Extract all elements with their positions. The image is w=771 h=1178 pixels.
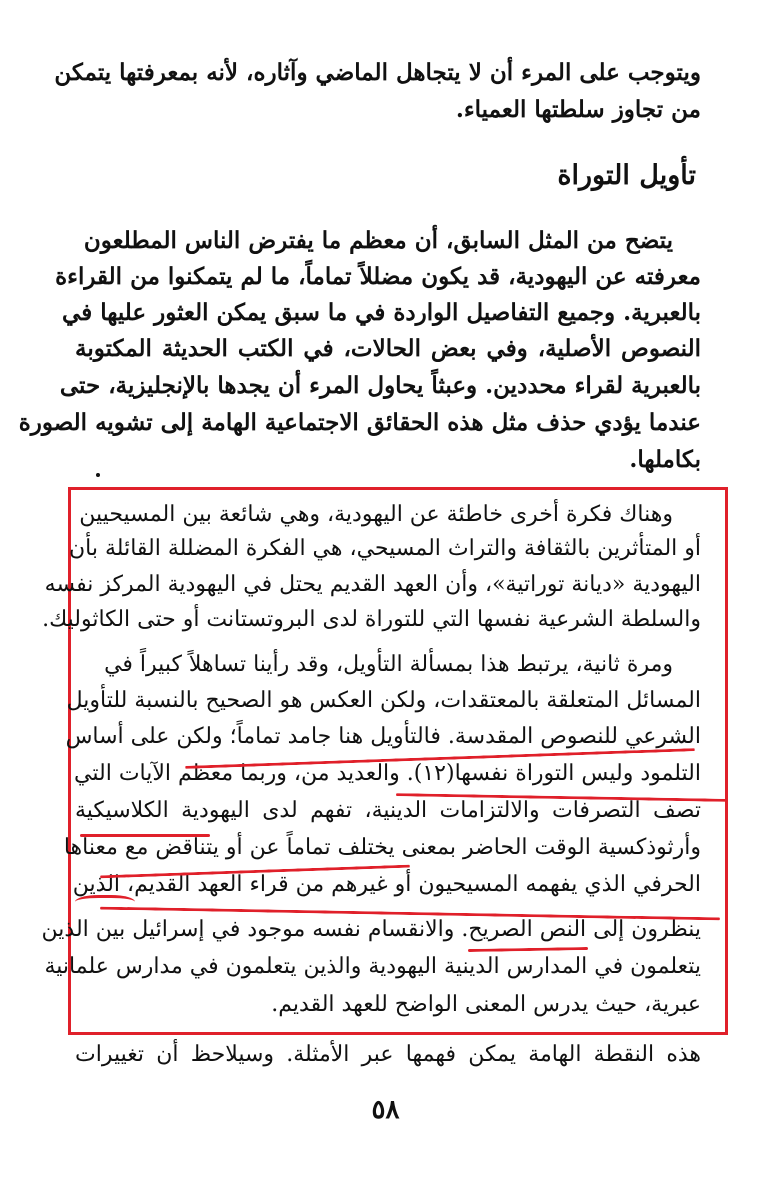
section-line-7: بكاملها. [629, 446, 701, 473]
section-line-1: يتضح من المثل السابق، أن معظم ما يفترض الناس المطلعون [83, 227, 673, 254]
block-p2-line-7: الحرفي الذي يفهمه المسيحيون أو غيرهم من قراء العهد القديم، الذين [72, 872, 701, 897]
section-line-2: معرفته عن اليهودية، قد يكون مضللاً تماماً، ما لم يتمكنوا من القراءة [55, 263, 701, 290]
stray-dot [96, 473, 100, 477]
closing-line: هذه النقطة الهامة يمكن فهمها عبر الأمثلة. وسيلاحظ أن تغييرات [75, 1042, 701, 1067]
block-p2-line-3: الشرعي للنصوص المقدسة. فالتأويل هنا جامد تماماً؛ ولكن على أساس [65, 724, 701, 749]
block-p1-line-4: والسلطة الشرعية نفسها التي للتوراة لدى البروتستانت أو حتى الكاثوليك. [42, 607, 701, 632]
section-line-4: النصوص الأصلية، وفي بعض الحالات، في الكتب الحديثة المكتوبة [75, 335, 701, 362]
block-p1-line-2: أو المتأثرين بالثقافة والتراث المسيحي، هي الفكرة المضللة القائلة بأن [69, 536, 701, 561]
block-p2-line-9: يتعلمون في المدارس الدينية اليهودية والذين يتعلمون في مدارس علمانية [44, 954, 701, 979]
underline-mark-3 [80, 834, 210, 837]
underline-curve [75, 895, 135, 912]
block-p1-line-1: وهناك فكرة أخرى خاطئة عن اليهودية، وهي شائعة بين المسيحيين [79, 502, 673, 527]
block-p2-line-8: ينظرون إلى النص الصريح. والانقسام نفسه موجود في إسرائيل بين الذين [41, 917, 701, 942]
block-p2-line-10: عبرية، حيث يدرس المعنى الواضح للعهد القديم. [271, 992, 701, 1017]
intro-line-1: ويتوجب على المرء أن لا يتجاهل الماضي وآثاره، لأنه بمعرفتها يتمكن [54, 59, 701, 86]
section-line-5: بالعبرية لقراء محددين. وعبثاً يحاول المرء أن يجدها بالإنجليزية، حتى [59, 372, 701, 399]
page-number: ٥٨ [371, 1095, 400, 1125]
block-p2-line-6: وأرثوذكسية الوقت الحاضر بمعنى يختلف تماماً عن أو يتناقض مع معناها [63, 835, 701, 860]
block-p1-line-3: اليهودية «ديانة توراتية»، وأن العهد القديم يحتل في اليهودية المركز نفسه [44, 572, 701, 597]
intro-line-2: من تجاوز سلطتها العمياء. [455, 96, 701, 123]
section-heading: تأويل التوراة [557, 160, 696, 191]
block-p2-line-1: ومرة ثانية، يرتبط هذا بمسألة التأويل، وقد رأينا تساهلاً كبيراً في [104, 652, 673, 677]
block-p2-line-4: التلمود وليس التوراة نفسها(١٢). والعديد من، وربما معظم الآيات التي [74, 761, 701, 786]
block-p2-line-5: تصف التصرفات والالتزامات الدينية، تفهم لدى اليهودية الكلاسيكية [75, 798, 701, 823]
section-line-3: بالعبرية. وجميع التفاصيل الواردة في ما سبق يمكن العثور عليها في [62, 299, 701, 326]
section-line-6: عندما يؤدي حذف مثل هذه الحقائق الاجتماعية الهامة إلى تشويه الصورة [18, 409, 701, 436]
block-p2-line-2: المسائل المتعلقة بالمعتقدات، ولكن العكس هو الصحيح بالنسبة للتأويل [66, 688, 701, 713]
